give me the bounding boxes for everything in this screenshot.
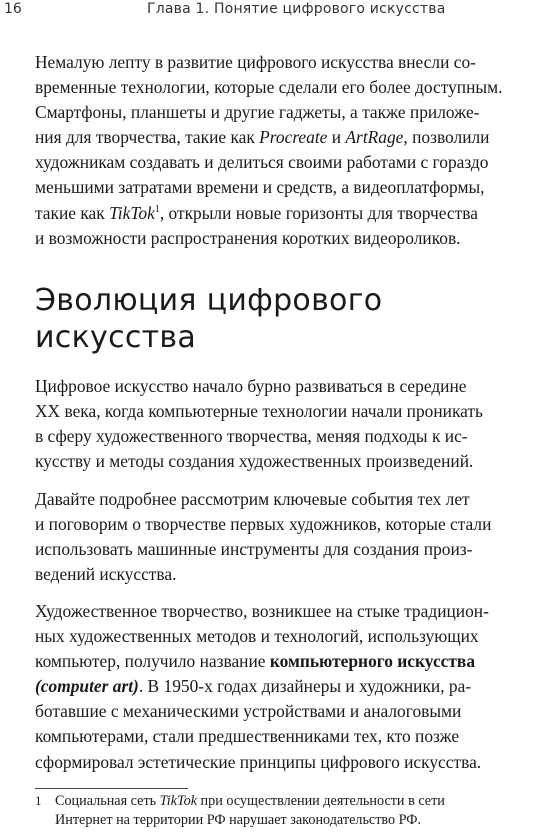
footnote-mark: 1 <box>35 793 42 808</box>
footnote-line: Интернет на территории РФ нарушает законодательство РФ. <box>55 811 422 828</box>
running-head <box>0 0 536 22</box>
heading-line: Эволюция цифрового <box>35 283 383 318</box>
paragraph-line: XX века, когда компьютерные технологии начали проникать <box>35 401 483 422</box>
page-number: 16 <box>4 1 22 17</box>
app-name-artrage: ArtRage <box>345 127 404 148</box>
paragraph-line <box>35 674 506 699</box>
paragraph-2 <box>35 374 506 474</box>
text-run: Социальная сеть <box>55 793 160 809</box>
paragraph-line: Смартфоны, планшеты и другие гаджеты, а также приложе- <box>35 102 480 123</box>
paragraph-line: кусству и методы создания художественных произведений. <box>35 451 474 472</box>
paragraph-line: Художественное творчество, возникшее на стыке традицион- <box>35 601 489 621</box>
text-run: и <box>327 127 346 148</box>
paragraph-4 <box>35 599 506 775</box>
term-computer-art-en <box>35 676 139 696</box>
paragraph-line: сформировал эстетические принципы цифрового искусства. <box>35 751 482 772</box>
text-run: , открыли новые горизонты для творчества <box>159 202 478 223</box>
paragraph-line: Цифровое искусство начало бурно развиваться в середине <box>35 376 467 396</box>
paragraph-line: в сферу художественного творчества, меняя подходы к ис- <box>35 426 468 447</box>
text-run: ния для творчества, такие как <box>35 127 260 148</box>
paragraph-line <box>35 125 506 150</box>
paragraph-line: художникам создавать и делиться своими работами с гораздо <box>35 152 489 173</box>
heading-line: искусства <box>35 320 197 355</box>
chapter-title: Глава 1. Понятие цифрового искусства <box>147 1 446 17</box>
paragraph-line: и возможности распространения коротких видеороликов. <box>35 227 461 248</box>
paragraph-line: ведений искусства. <box>35 564 177 585</box>
paragraph-line <box>35 201 506 226</box>
app-name-tiktok: TikTok <box>159 793 197 809</box>
paragraph-line: использовать машинные инструменты для создания произ- <box>35 539 473 560</box>
footnote-reference[interactable]: 1 <box>154 203 160 215</box>
term-computer-art-en-text: (computer art) <box>35 676 139 697</box>
paragraph-line: ботавшие с механическими устройствами и аналоговыми <box>35 701 462 722</box>
footnote-line <box>35 792 515 811</box>
paragraph-3 <box>35 487 506 587</box>
text-run: такие как <box>35 202 110 223</box>
paragraph-line <box>35 649 506 674</box>
footnote-divider <box>35 788 188 789</box>
paragraph-1 <box>35 50 506 251</box>
text-run: компьютер, получило название <box>35 651 270 672</box>
text-run: при осуществлении деятельности в сети <box>197 793 445 809</box>
paragraph-line: временные технологии, которые сделали его более доступным. <box>35 77 503 98</box>
text-run: , позволили <box>403 127 490 148</box>
text-run: . В 1950-х годах дизайнеры и художники, ра- <box>138 676 472 697</box>
term-computer-art-ru: компьютерного искусства <box>269 651 476 672</box>
paragraph-line: ных художественных методов и технологий, использующих <box>35 626 479 647</box>
paragraph-line: меньшими затратами времени и средств, а видеоплатформы, <box>35 177 485 198</box>
paragraph-line: Немалую лепту в развитие цифрового искусства внесли со- <box>35 52 476 72</box>
paragraph-line: Давайте подробнее рассмотрим ключевые события тех лет <box>35 489 470 509</box>
section-heading <box>35 282 515 356</box>
app-name-procreate: Procreate <box>259 127 328 148</box>
app-name-tiktok: TikTok <box>109 202 155 223</box>
paragraph-line: компьютерами, стали предшественниками тех, кто позже <box>35 726 460 747</box>
footnote <box>35 792 515 829</box>
paragraph-line: и поговорим о творчестве первых художников, которые стали <box>35 514 492 535</box>
